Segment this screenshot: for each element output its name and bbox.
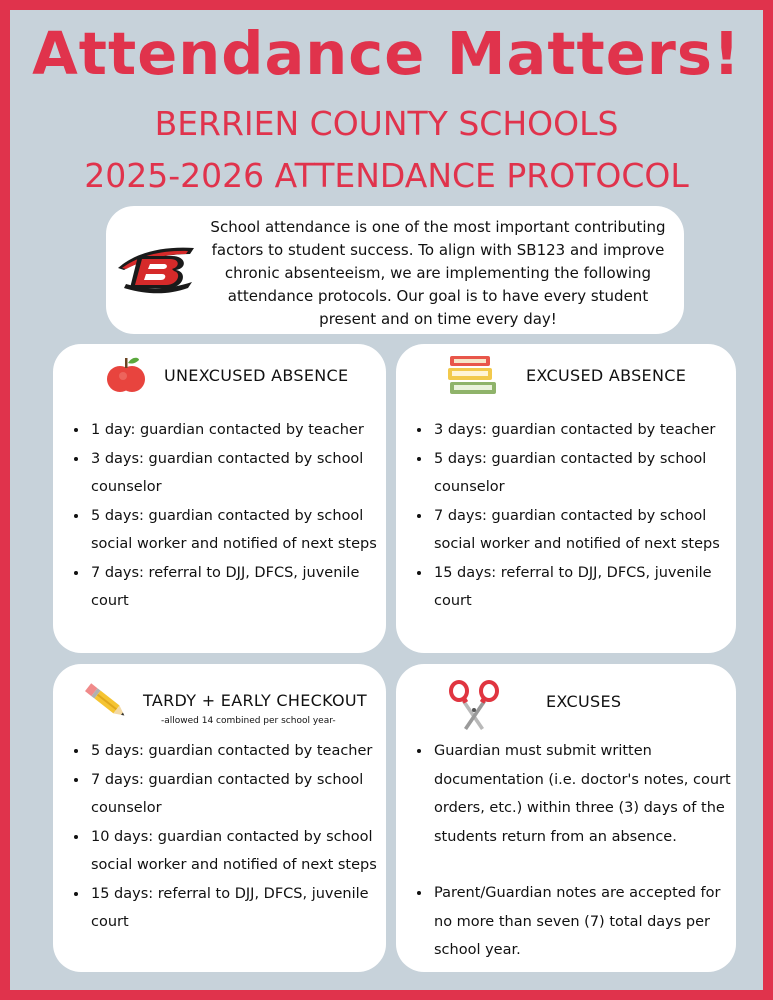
list-item: • 3 days: guardian contacted by school counselor [89, 445, 379, 502]
intro-text: School attendance is one of the most important contributing factors to student success. To align with SB123 and improve chronic absenteeism, we are implementing the following attendance protocols. Our goal is to have every student present and on time every day! [210, 218, 666, 328]
books-icon [446, 354, 500, 396]
list-item: • 7 days: guardian contacted by school counselor [89, 766, 389, 823]
page-title: Attendance Matters! [32, 19, 741, 88]
intro-card [106, 206, 684, 334]
berrien-b-logo-icon [116, 238, 196, 296]
list-item: • 7 days: referral to DJJ, DFCS, juvenile court [89, 559, 379, 616]
tardy-note: -allowed 14 combined per school year- [161, 716, 336, 726]
tardy-title: TARDY + EARLY CHECKOUT [143, 691, 367, 710]
list-item: • 1 day: guardian contacted by teacher [89, 416, 379, 445]
tardy-early-checkout-card [53, 664, 386, 972]
list-item: • 5 days: guardian contacted by school counselor [432, 445, 732, 502]
excuses-title: EXCUSES [546, 692, 622, 711]
excused-absence-card [396, 344, 736, 653]
tardy-list [71, 737, 389, 937]
list-item: • 15 days: referral to DJJ, DFCS, juvenile court [432, 559, 732, 616]
scissors-icon [448, 680, 500, 732]
excuses-list [414, 737, 742, 965]
list-item: • Guardian must submit written documentation (i.e. doctor's notes, court orders, etc.) within three (3) days of the students return from an absence. [432, 737, 742, 851]
list-item: • 15 days: referral to DJJ, DFCS, juvenile court [89, 880, 389, 937]
unexcused-absence-card [53, 344, 386, 653]
apple-icon [105, 354, 147, 396]
list-item: • Parent/Guardian notes are accepted for no more than seven (7) total days per school year. [432, 879, 742, 965]
list-item: • 7 days: guardian contacted by school social worker and notified of next steps [432, 502, 732, 559]
district-name: BERRIEN COUNTY SCHOOLS [154, 104, 619, 143]
list-item: • 5 days: guardian contacted by school social worker and notified of next steps [89, 502, 379, 559]
pencil-icon [85, 682, 129, 722]
unexcused-list [71, 416, 379, 616]
excused-list [414, 416, 732, 616]
list-item: • 3 days: guardian contacted by teacher [432, 416, 732, 445]
protocol-title: 2025-2026 ATTENDANCE PROTOCOL [84, 156, 689, 195]
excuses-card [396, 664, 736, 972]
excused-title: EXCUSED ABSENCE [526, 366, 687, 385]
unexcused-title: UNEXCUSED ABSENCE [164, 366, 349, 385]
list-item: • 10 days: guardian contacted by school social worker and notified of next steps [89, 823, 389, 880]
list-item: • 5 days: guardian contacted by teacher [89, 737, 389, 766]
